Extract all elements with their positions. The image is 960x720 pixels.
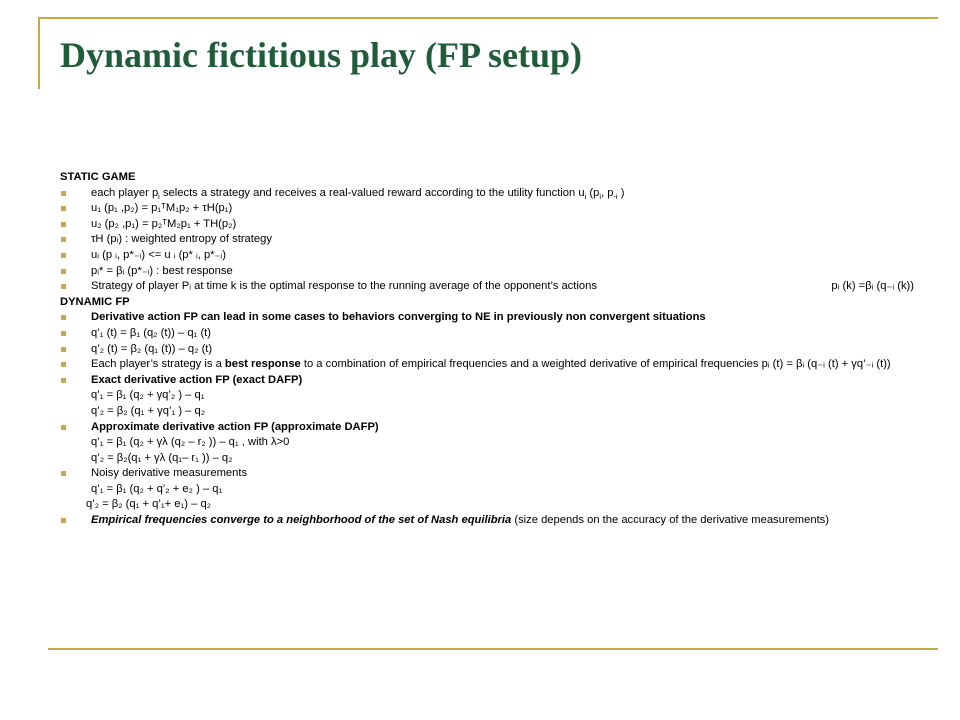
static-game-heading: STATIC GAME [60, 171, 136, 183]
bullet-item: Exact derivative action FP (exact DAFP) [60, 373, 920, 389]
bullet-item: τH (pᵢ) : weighted entropy of strategy [60, 232, 920, 248]
strategy-formula: pᵢ (k) =βᵢ (q₋ᵢ (k)) [831, 280, 914, 293]
equation-line: q’₁ = β₁ (q₂ + γλ (q₂ – r₂ )) – q₁ , with λ>0 [91, 436, 290, 449]
bullet-item: Each player’s strategy is a best response to a combination of empirical frequencies and a weighted derivative of empirical frequencies pᵢ (t) = βᵢ (q₋ᵢ (t) + γq’₋ᵢ (t)) [60, 357, 920, 373]
equation-line: q’₁ = β₁ (q₂ + q’₂ + e₂ ) – q₁ [91, 482, 223, 495]
top-rule [38, 17, 938, 19]
bullet-item: Approximate derivative action FP (approximate DAFP) [60, 420, 920, 436]
left-rule [38, 17, 40, 89]
bullet-item: uᵢ (p ᵢ, p*₋ᵢ) <= u ᵢ (p* ᵢ, p*₋ᵢ) [60, 248, 920, 264]
dynamic-fp-heading: DYNAMIC FP [60, 295, 130, 308]
bullet-item [60, 279, 920, 295]
strategy-text: Strategy of player Pᵢ at time k is the optimal response to the running average of the opponent’s actions [91, 280, 597, 293]
bullet-item: Empirical frequencies converge to a neighborhood of the set of Nash equilibria (size depends on the accuracy of the derivative measurements) [60, 513, 920, 529]
bullet-item: u₂ (p₂ ,p₁) = p₂ᵀM₂p₁ + TH(p₂) [60, 217, 920, 233]
slide-body [60, 170, 920, 529]
bullet-item: u₁ (p₁ ,p₂) = p₁ᵀM₁p₂ + τH(p₁) [60, 201, 920, 217]
slide-title: Dynamic fictitious play (FP setup) [60, 35, 582, 75]
bullet-item: Noisy derivative measurements [60, 466, 920, 482]
bullet-item: pᵢ* = βᵢ (p*₋ᵢ) : best response [60, 264, 920, 280]
equation-line: q’₁ = β₁ (q₂ + γq’₂ ) – q₁ [91, 389, 205, 402]
equation-line: q’₂ = β₂(q₁ + γλ (q₁– r₁ )) – q₂ [91, 451, 233, 464]
bullet-item: each player $p_i$ selects a strategy and receives a real-valued reward according to the utility function $u_i$ ($p_i$, $p_{-i}$ ) [60, 186, 920, 202]
equation-line: q’₂ = β₂ (q₁ + γq’₁ ) – q₂ [91, 404, 206, 417]
bullet-item: q’₂ (t) = β₂ (q₁ (t)) – q₂ (t) [60, 342, 920, 358]
bullet-item: q’₁ (t) = β₁ (q₂ (t)) – q₁ (t) [60, 326, 920, 342]
bottom-rule [48, 648, 938, 650]
bullet-item: Derivative action FP can lead in some cases to behaviors converging to NE in previously non convergent situations [60, 310, 920, 326]
equation-line: q’₂ = β₂ (q₁ + q’₁+ e₁) – q₂ [86, 498, 212, 511]
